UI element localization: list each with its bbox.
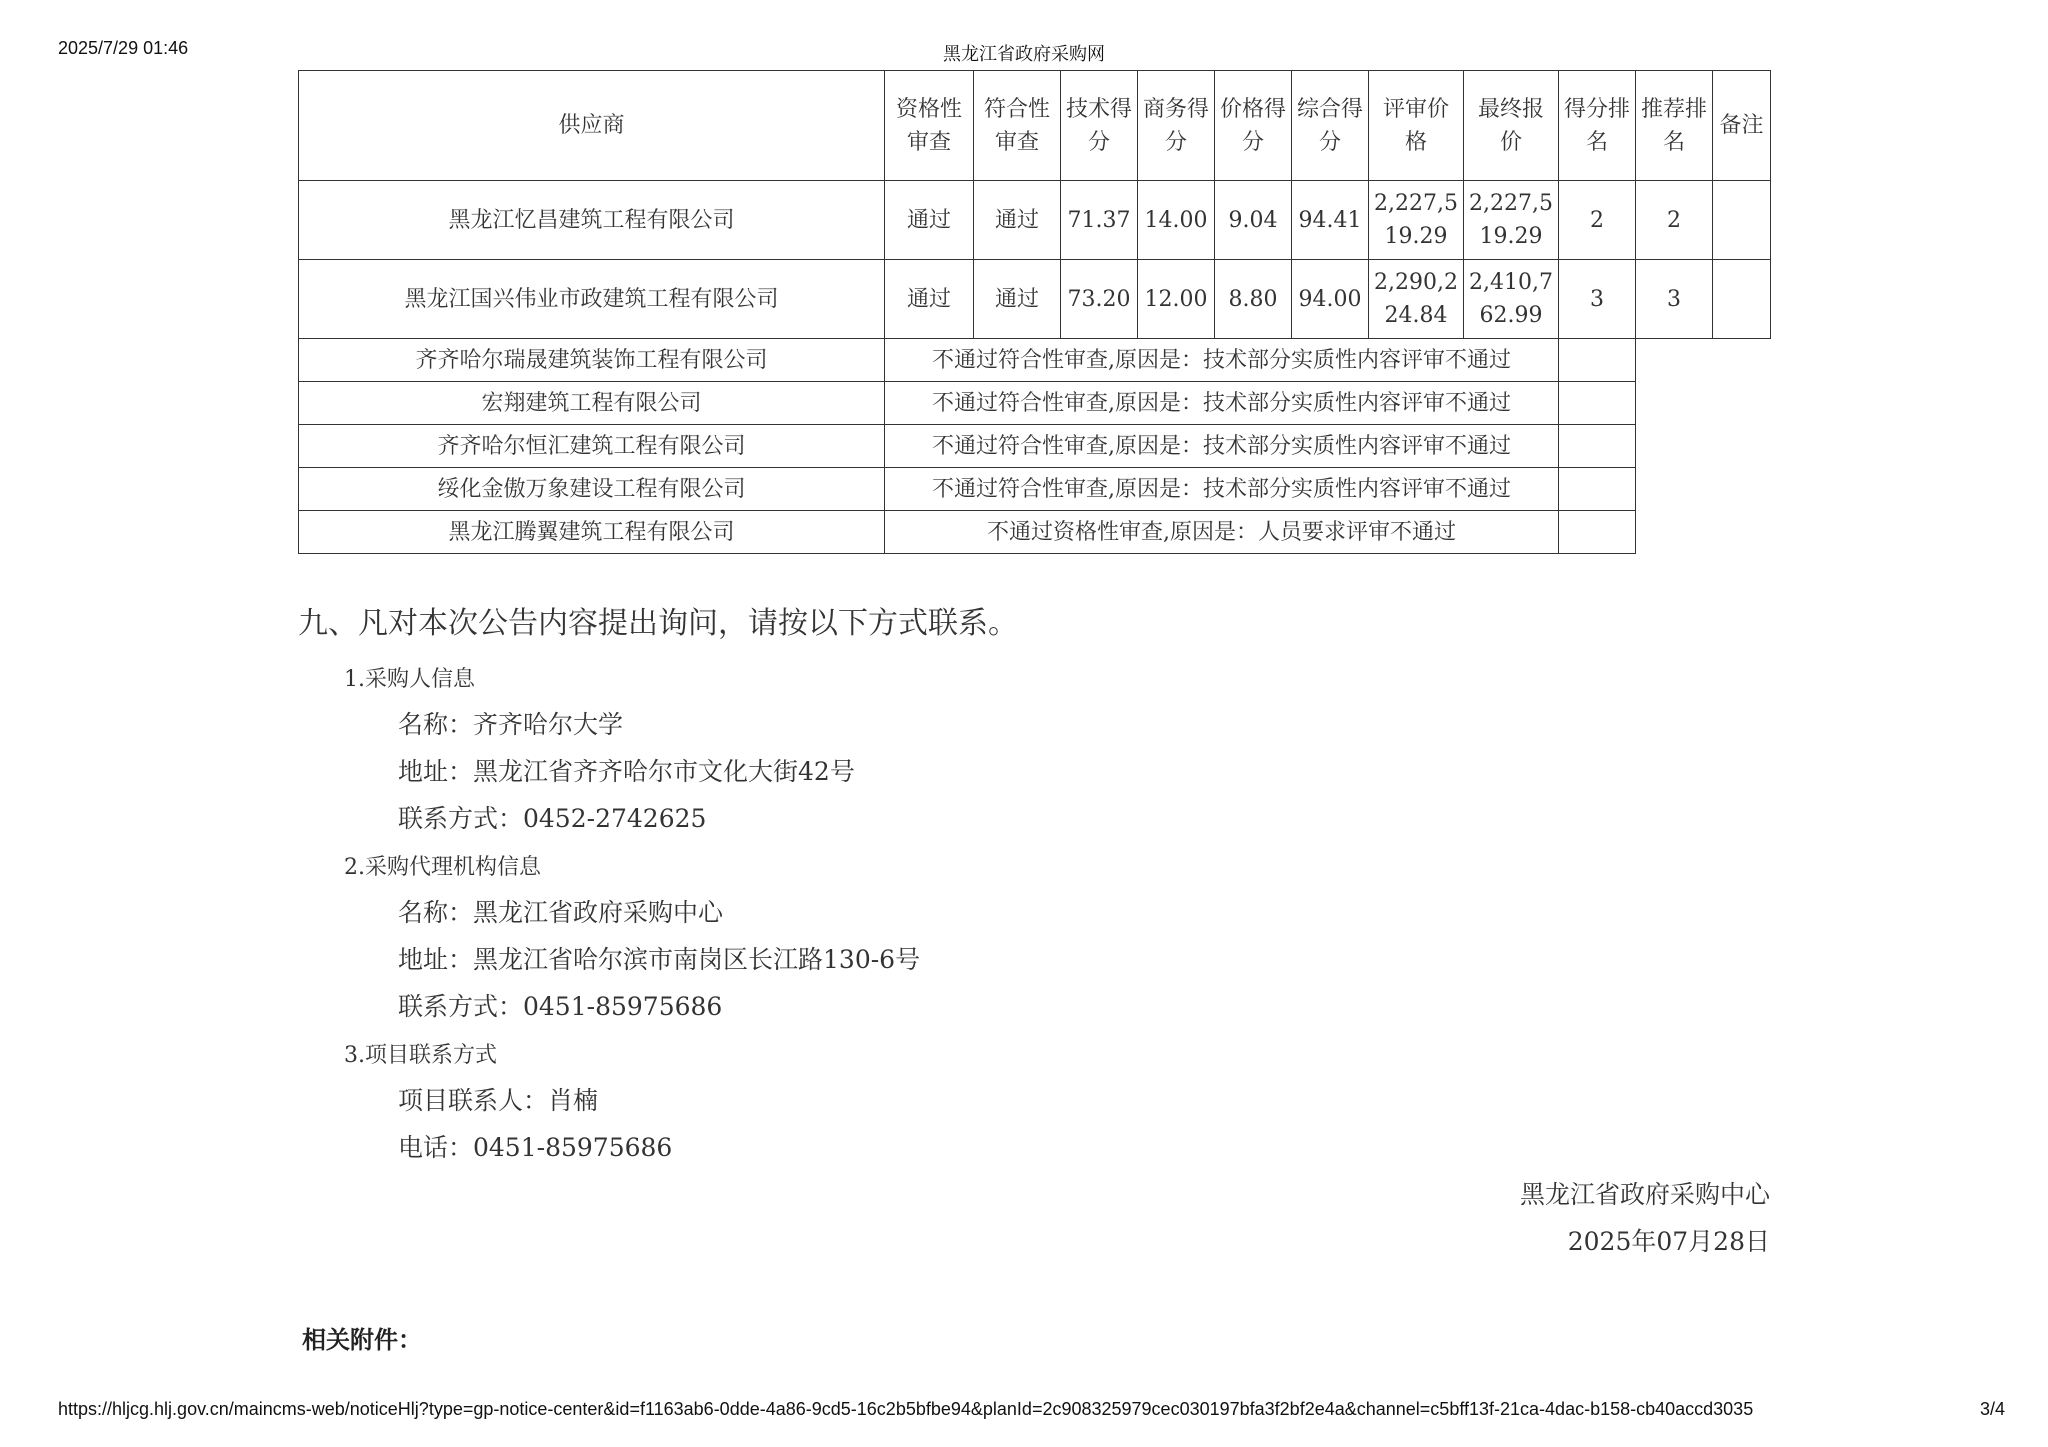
fail-reason: 不通过资格性审查,原因是：人员要求评审不通过 <box>885 511 1559 554</box>
table-row-failed <box>299 468 1771 511</box>
empty-cell <box>1559 425 1636 468</box>
empty-cell <box>1636 339 1771 382</box>
fail-reason: 不通过符合性审查,原因是：技术部分实质性内容评审不通过 <box>885 425 1559 468</box>
table-row-failed <box>299 511 1771 554</box>
empty-cell <box>1559 382 1636 425</box>
remark <box>1713 260 1771 339</box>
fail-reason: 不通过符合性审查,原因是：技术部分实质性内容评审不通过 <box>885 382 1559 425</box>
col-header-remark: 备注 <box>1713 71 1771 181</box>
review-price: 2,227,519.29 <box>1369 181 1464 260</box>
col-header-final-quote: 最终报价 <box>1464 71 1559 181</box>
recommend-rank: 2 <box>1636 181 1713 260</box>
project-contact-heading: 3.项目联系方式 <box>344 1043 497 1068</box>
project-contact-person: 项目联系人：肖楠 <box>398 1086 599 1115</box>
agency-info-heading: 2.采购代理机构信息 <box>344 855 541 880</box>
conformity-result: 通过 <box>974 260 1061 339</box>
col-header-business-score: 商务得分 <box>1138 71 1215 181</box>
supplier-name: 宏翔建筑工程有限公司 <box>299 382 885 425</box>
conformity-result: 通过 <box>974 181 1061 260</box>
page-url: https://hljcg.hlj.gov.cn/maincms-web/noticeHlj?type=gp-notice-center&id=f1163ab6-0dde-4a86-9cd5-16c2b5bfbe94&planId=2c908325979cec030197bfa3f2bf2e4a&channel=c5bff13f-21ca-4dac-b158-cb40accd3035 <box>58 1399 1754 1419</box>
project-contact-phone: 电话：0451-85975686 <box>398 1133 673 1162</box>
empty-cell <box>1636 511 1771 554</box>
fail-reason: 不通过符合性审查,原因是：技术部分实质性内容评审不通过 <box>885 339 1559 382</box>
supplier-name: 齐齐哈尔瑞晟建筑装饰工程有限公司 <box>299 339 885 382</box>
table-row-failed <box>299 382 1771 425</box>
purchaser-name: 名称：齐齐哈尔大学 <box>398 710 624 739</box>
fail-reason: 不通过符合性审查,原因是：技术部分实质性内容评审不通过 <box>885 468 1559 511</box>
score-rank: 3 <box>1559 260 1636 339</box>
purchaser-address: 地址：黑龙江省齐齐哈尔市文化大街42号 <box>398 757 855 786</box>
purchaser-info-heading: 1.采购人信息 <box>344 667 475 692</box>
supplier-name: 黑龙江国兴伟业市政建筑工程有限公司 <box>299 260 885 339</box>
empty-cell <box>1636 382 1771 425</box>
business-score: 14.00 <box>1138 181 1215 260</box>
col-header-total-score: 综合得分 <box>1292 71 1369 181</box>
business-score: 12.00 <box>1138 260 1215 339</box>
qualification-result: 通过 <box>885 181 974 260</box>
agency-name: 名称：黑龙江省政府采购中心 <box>398 898 724 927</box>
final-quote: 2,410,762.99 <box>1464 260 1559 339</box>
supplier-name: 齐齐哈尔恒汇建筑工程有限公司 <box>299 425 885 468</box>
final-quote: 2,227,519.29 <box>1464 181 1559 260</box>
supplier-name: 黑龙江忆昌建筑工程有限公司 <box>299 181 885 260</box>
table-row <box>299 260 1771 339</box>
empty-cell <box>1559 339 1636 382</box>
review-price: 2,290,224.84 <box>1369 260 1464 339</box>
col-header-score-rank: 得分排名 <box>1559 71 1636 181</box>
tech-score: 71.37 <box>1061 181 1138 260</box>
purchaser-phone: 联系方式：0452-2742625 <box>398 804 707 833</box>
attachments-label: 相关附件： <box>302 1327 422 1354</box>
contact-section-title: 九、凡对本次公告内容提出询问，请按以下方式联系。 <box>298 606 1018 641</box>
recommend-rank: 3 <box>1636 260 1713 339</box>
supplier-name: 绥化金傲万象建设工程有限公司 <box>299 468 885 511</box>
site-title: 黑龙江省政府采购网 <box>943 44 1105 64</box>
supplier-name: 黑龙江腾翼建筑工程有限公司 <box>299 511 885 554</box>
signature-org: 黑龙江省政府采购中心 <box>1519 1180 1770 1209</box>
agency-phone: 联系方式：0451-85975686 <box>398 992 723 1021</box>
tech-score: 73.20 <box>1061 260 1138 339</box>
page-number: 3/4 <box>1980 1399 2006 1419</box>
col-header-qualification: 资格性审查 <box>885 71 974 181</box>
total-score: 94.00 <box>1292 260 1369 339</box>
table-row <box>299 181 1771 260</box>
price-score: 8.80 <box>1215 260 1292 339</box>
signature-date: 2025年07月28日 <box>1567 1227 1770 1256</box>
empty-cell <box>1636 425 1771 468</box>
col-header-tech-score: 技术得分 <box>1061 71 1138 181</box>
total-score: 94.41 <box>1292 181 1369 260</box>
empty-cell <box>1636 468 1771 511</box>
qualification-result: 通过 <box>885 260 974 339</box>
table-row-failed <box>299 425 1771 468</box>
empty-cell <box>1559 511 1636 554</box>
price-score: 9.04 <box>1215 181 1292 260</box>
col-header-conformity: 符合性审查 <box>974 71 1061 181</box>
col-header-recommend-rank: 推荐排名 <box>1636 71 1713 181</box>
print-timestamp: 2025/7/29 01:46 <box>58 38 189 58</box>
table-row-failed <box>299 339 1771 382</box>
score-rank: 2 <box>1559 181 1636 260</box>
col-header-supplier: 供应商 <box>299 71 885 181</box>
col-header-price-score: 价格得分 <box>1215 71 1292 181</box>
evaluation-results-table <box>298 70 1771 554</box>
agency-address: 地址：黑龙江省哈尔滨市南岗区长江路130-6号 <box>398 945 921 974</box>
remark <box>1713 181 1771 260</box>
empty-cell <box>1559 468 1636 511</box>
col-header-review-price: 评审价格 <box>1369 71 1464 181</box>
table-header-row <box>299 71 1771 181</box>
